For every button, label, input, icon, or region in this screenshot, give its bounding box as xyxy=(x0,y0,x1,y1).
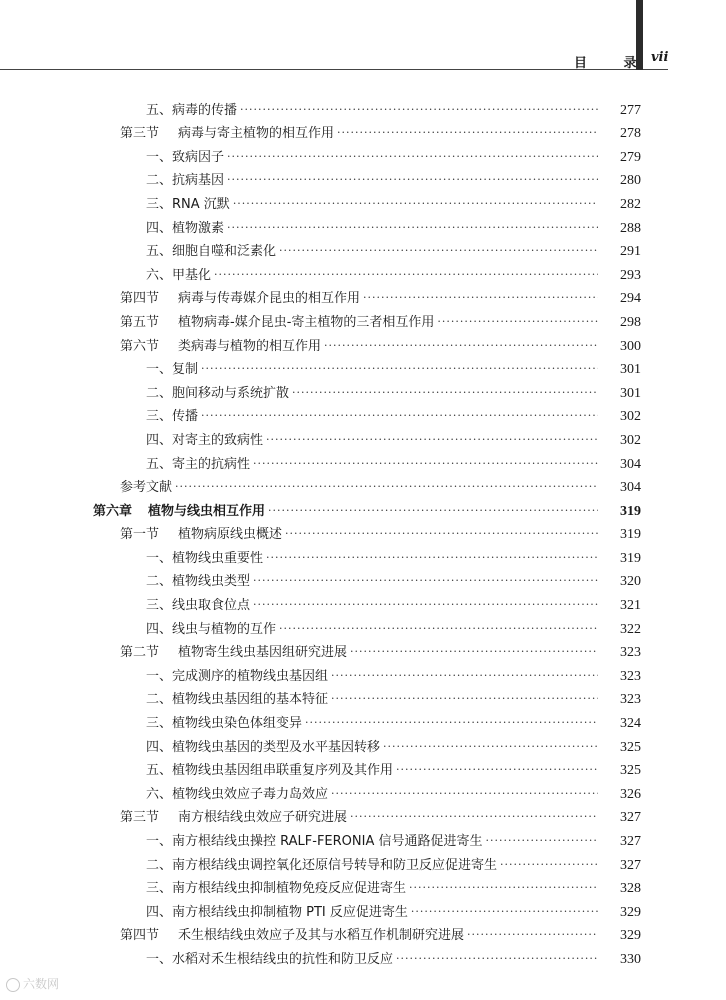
toc-entry-page: 326 xyxy=(620,786,641,802)
toc-entry-number: 五、 xyxy=(146,102,173,118)
toc-leader-dots xyxy=(324,339,598,355)
watermark-logo-icon xyxy=(6,978,20,992)
toc-entry-number: 五、 xyxy=(146,244,173,260)
toc-entry[interactable] xyxy=(0,425,726,449)
toc-leader-dots xyxy=(279,622,598,638)
toc-entry-title: RNA 沉默 xyxy=(172,196,230,212)
table-of-contents xyxy=(0,95,726,968)
toc-entry-page: 291 xyxy=(620,244,641,260)
toc-entry-title: 南方根结线虫调控氧化还原信号转导和防卫反应促进寄生 xyxy=(172,857,498,873)
toc-leader-dots xyxy=(266,551,598,567)
toc-entry-page: 294 xyxy=(620,291,641,307)
toc-entry-number: 六、 xyxy=(146,267,173,283)
toc-entry-title: 病毒与寄主植物的相互作用 xyxy=(178,126,335,142)
toc-leader-dots xyxy=(437,315,598,331)
toc-entry[interactable] xyxy=(0,402,726,426)
toc-entry-number: 五、 xyxy=(146,763,173,779)
toc-entry[interactable] xyxy=(0,826,726,850)
toc-entry-number: 参考文献 xyxy=(120,480,173,496)
toc-entry[interactable] xyxy=(0,260,726,284)
toc-entry-number: 一、 xyxy=(146,668,173,684)
toc-leader-dots xyxy=(350,645,598,661)
toc-leader-dots xyxy=(214,268,598,284)
toc-entry-number: 第六章 xyxy=(93,503,133,519)
toc-entry-page: 280 xyxy=(620,173,641,189)
toc-entry[interactable] xyxy=(0,567,726,591)
toc-entry-page: 302 xyxy=(620,409,641,425)
toc-entry-page: 322 xyxy=(620,621,641,637)
toc-leader-dots xyxy=(396,952,598,968)
toc-entry-number: 四、 xyxy=(146,904,173,920)
toc-entry-title: 病毒的传播 xyxy=(172,102,238,118)
toc-entry-title: 水稻对禾生根结线虫的抗性和防卫反应 xyxy=(172,951,394,967)
toc-entry-page: 327 xyxy=(620,810,641,826)
toc-entry-page: 278 xyxy=(620,126,641,142)
toc-entry-number: 二、 xyxy=(146,385,173,401)
toc-entry[interactable] xyxy=(0,449,726,473)
toc-entry-page: 325 xyxy=(620,739,641,755)
toc-entry-number: 第五节 xyxy=(120,314,160,330)
toc-leader-dots xyxy=(240,103,598,119)
toc-entry[interactable] xyxy=(0,496,726,520)
toc-entry-page: 298 xyxy=(620,314,641,330)
toc-entry[interactable] xyxy=(0,473,726,497)
toc-entry-number: 四、 xyxy=(146,220,173,236)
toc-entry-number: 第一节 xyxy=(120,527,160,543)
toc-entry-number: 三、 xyxy=(146,409,173,425)
toc-entry-page: 302 xyxy=(620,432,641,448)
toc-entry-page: 304 xyxy=(620,456,641,472)
toc-leader-dots xyxy=(175,480,598,496)
toc-entry-title: 寄主的抗病性 xyxy=(172,456,251,472)
toc-entry-title: 胞间移动与系统扩散 xyxy=(172,385,290,401)
toc-entry[interactable] xyxy=(0,638,726,662)
toc-leader-dots xyxy=(486,834,599,850)
toc-entry-page: 330 xyxy=(620,951,641,967)
toc-entry-number: 三、 xyxy=(146,196,173,212)
toc-entry-page: 293 xyxy=(620,267,641,283)
toc-leader-dots xyxy=(227,173,598,189)
toc-entry[interactable] xyxy=(0,590,726,614)
toc-entry[interactable] xyxy=(0,661,726,685)
toc-entry-title: 植物线虫基因组串联重复序列及其作用 xyxy=(172,763,394,779)
toc-entry-title: 复制 xyxy=(172,362,199,378)
header-page-number: vii xyxy=(651,50,669,65)
toc-entry-number: 第四节 xyxy=(120,928,160,944)
toc-entry-page: 304 xyxy=(620,480,641,496)
toc-leader-dots xyxy=(331,787,598,803)
toc-leader-dots xyxy=(201,362,598,378)
toc-leader-dots xyxy=(279,244,598,260)
toc-entry-number: 二、 xyxy=(146,173,173,189)
toc-entry-title: 线虫取食位点 xyxy=(172,598,251,614)
toc-entry[interactable] xyxy=(0,142,726,166)
toc-entry-title: 禾生根结线虫效应子及其与水稻互作机制研究进展 xyxy=(178,928,465,944)
toc-entry-title: 对寄主的致病性 xyxy=(172,432,264,448)
toc-entry[interactable] xyxy=(0,756,726,780)
toc-entry[interactable] xyxy=(0,355,726,379)
toc-entry-number: 四、 xyxy=(146,621,173,637)
toc-entry-title: 传播 xyxy=(172,409,199,425)
toc-entry[interactable] xyxy=(0,378,726,402)
toc-leader-dots xyxy=(411,905,598,921)
toc-entry-number: 一、 xyxy=(146,951,173,967)
toc-entry-title: 植物线虫基因组的基本特征 xyxy=(172,692,329,708)
toc-entry-title: 抗病基因 xyxy=(172,173,225,189)
toc-entry-title: 南方根结线虫抑制植物 PTI 反应促进寄生 xyxy=(172,904,408,920)
toc-entry[interactable] xyxy=(0,779,726,803)
toc-entry[interactable] xyxy=(0,331,726,355)
toc-entry-title: 细胞自噬和泛素化 xyxy=(172,244,277,260)
toc-entry[interactable] xyxy=(0,166,726,190)
toc-entry-number: 三、 xyxy=(146,598,173,614)
toc-leader-dots xyxy=(500,858,598,874)
toc-leader-dots xyxy=(305,716,598,732)
toc-entry-page: 323 xyxy=(620,668,641,684)
toc-leader-dots xyxy=(227,221,598,237)
toc-entry-page: 324 xyxy=(620,716,641,732)
toc-entry-title: 植物线虫染色体组变异 xyxy=(172,716,303,732)
toc-leader-dots xyxy=(467,928,598,944)
toc-entry[interactable] xyxy=(0,803,726,827)
watermark xyxy=(6,975,59,992)
toc-entry-title: 植物病毒-媒介昆虫-寄主植物的三者相互作用 xyxy=(178,314,435,330)
toc-entry-title: 植物线虫重要性 xyxy=(172,550,264,566)
toc-leader-dots xyxy=(227,150,598,166)
toc-leader-dots xyxy=(383,740,598,756)
toc-entry-number: 四、 xyxy=(146,432,173,448)
toc-entry[interactable] xyxy=(0,874,726,898)
toc-leader-dots xyxy=(266,433,598,449)
toc-entry-page: 328 xyxy=(620,881,641,897)
toc-entry-page: 300 xyxy=(620,338,641,354)
toc-entry-title: 植物线虫基因的类型及水平基因转移 xyxy=(172,739,381,755)
toc-entry-page: 319 xyxy=(620,503,641,519)
toc-entry-page: 288 xyxy=(620,220,641,236)
toc-entry[interactable] xyxy=(0,708,726,732)
toc-entry-number: 第六节 xyxy=(120,338,160,354)
header-rule xyxy=(0,69,668,70)
toc-leader-dots xyxy=(396,763,598,779)
toc-entry[interactable] xyxy=(0,543,726,567)
toc-entry-title: 植物激素 xyxy=(172,220,225,236)
toc-entry-page: 325 xyxy=(620,763,641,779)
toc-entry[interactable] xyxy=(0,307,726,331)
toc-leader-dots xyxy=(253,598,598,614)
toc-entry[interactable] xyxy=(0,213,726,237)
toc-entry-page: 323 xyxy=(620,645,641,661)
toc-entry[interactable] xyxy=(0,685,726,709)
toc-entry-title: 致病因子 xyxy=(172,149,225,165)
toc-entry-title: 南方根结线虫操控 RALF-FERONIA 信号通路促进寄生 xyxy=(172,834,483,849)
toc-entry-page: 327 xyxy=(620,857,641,873)
watermark-text: 六数网 xyxy=(23,977,60,991)
toc-leader-dots xyxy=(331,669,598,685)
toc-entry[interactable] xyxy=(0,189,726,213)
toc-entry-number: 第二节 xyxy=(120,645,160,661)
toc-entry[interactable] xyxy=(0,520,726,544)
toc-entry-page: 319 xyxy=(620,527,641,543)
toc-entry-page: 323 xyxy=(620,692,641,708)
toc-entry[interactable] xyxy=(0,95,726,119)
toc-leader-dots xyxy=(233,197,598,213)
toc-entry-number: 第三节 xyxy=(120,126,160,142)
toc-entry-number: 六、 xyxy=(146,786,173,802)
toc-entry-page: 319 xyxy=(620,550,641,566)
toc-entry-page: 321 xyxy=(620,598,641,614)
toc-entry-number: 三、 xyxy=(146,881,173,897)
toc-entry-title: 类病毒与植物的相互作用 xyxy=(178,338,322,354)
toc-leader-dots xyxy=(285,527,598,543)
toc-entry-title: 植物寄生线虫基因组研究进展 xyxy=(178,645,348,661)
toc-entry-number: 第三节 xyxy=(120,810,160,826)
toc-entry-title: 南方根结线虫效应子研究进展 xyxy=(178,810,348,826)
toc-entry-title: 植物与线虫相互作用 xyxy=(148,503,266,519)
toc-entry-title: 植物线虫类型 xyxy=(172,574,251,590)
toc-entry-number: 一、 xyxy=(146,362,173,378)
toc-leader-dots xyxy=(253,574,598,590)
toc-entry-page: 329 xyxy=(620,928,641,944)
toc-entry-page: 301 xyxy=(620,385,641,401)
toc-entry-number: 二、 xyxy=(146,857,173,873)
toc-entry-page: 279 xyxy=(620,149,641,165)
toc-entry-title: 病毒与传毒媒介昆虫的相互作用 xyxy=(178,291,361,307)
toc-entry-number: 第四节 xyxy=(120,291,160,307)
toc-leader-dots xyxy=(337,126,598,142)
toc-entry-number: 四、 xyxy=(146,739,173,755)
toc-entry[interactable] xyxy=(0,732,726,756)
toc-leader-dots xyxy=(409,881,598,897)
toc-entry-number: 三、 xyxy=(146,716,173,732)
toc-entry[interactable] xyxy=(0,284,726,308)
toc-leader-dots xyxy=(350,810,598,826)
toc-entry-title: 甲基化 xyxy=(172,267,212,283)
toc-leader-dots xyxy=(268,504,598,520)
toc-entry-page: 301 xyxy=(620,362,641,378)
toc-entry-number: 一、 xyxy=(146,834,173,849)
toc-leader-dots xyxy=(253,457,598,473)
toc-entry-number: 二、 xyxy=(146,574,173,590)
toc-entry-title: 完成测序的植物线虫基因组 xyxy=(172,668,329,684)
toc-entry-page: 277 xyxy=(620,102,641,118)
toc-entry[interactable] xyxy=(0,921,726,945)
toc-leader-dots xyxy=(363,291,598,307)
toc-leader-dots xyxy=(292,386,598,402)
toc-leader-dots xyxy=(201,409,598,425)
toc-entry-page: 282 xyxy=(620,196,641,212)
toc-entry[interactable] xyxy=(0,119,726,143)
toc-entry-page: 327 xyxy=(620,834,641,849)
toc-entry-page: 329 xyxy=(620,904,641,920)
running-header xyxy=(0,0,726,72)
toc-entry-number: 一、 xyxy=(146,149,173,165)
toc-entry-title: 南方根结线虫抑制植物免疫反应促进寄生 xyxy=(172,881,407,897)
toc-entry-title: 植物病原线虫概述 xyxy=(178,527,283,543)
toc-entry-title: 植物线虫效应子毒力岛效应 xyxy=(172,786,329,802)
toc-entry-number: 二、 xyxy=(146,692,173,708)
toc-entry-page: 320 xyxy=(620,574,641,590)
toc-entry-number: 五、 xyxy=(146,456,173,472)
toc-entry[interactable] xyxy=(0,850,726,874)
toc-entry[interactable] xyxy=(0,614,726,638)
toc-entry-number: 一、 xyxy=(146,550,173,566)
header-title: 目 录 xyxy=(574,56,653,71)
toc-leader-dots xyxy=(331,692,598,708)
toc-entry[interactable] xyxy=(0,237,726,261)
toc-entry-title: 线虫与植物的互作 xyxy=(172,621,277,637)
toc-entry[interactable] xyxy=(0,897,726,921)
toc-entry[interactable] xyxy=(0,944,726,968)
